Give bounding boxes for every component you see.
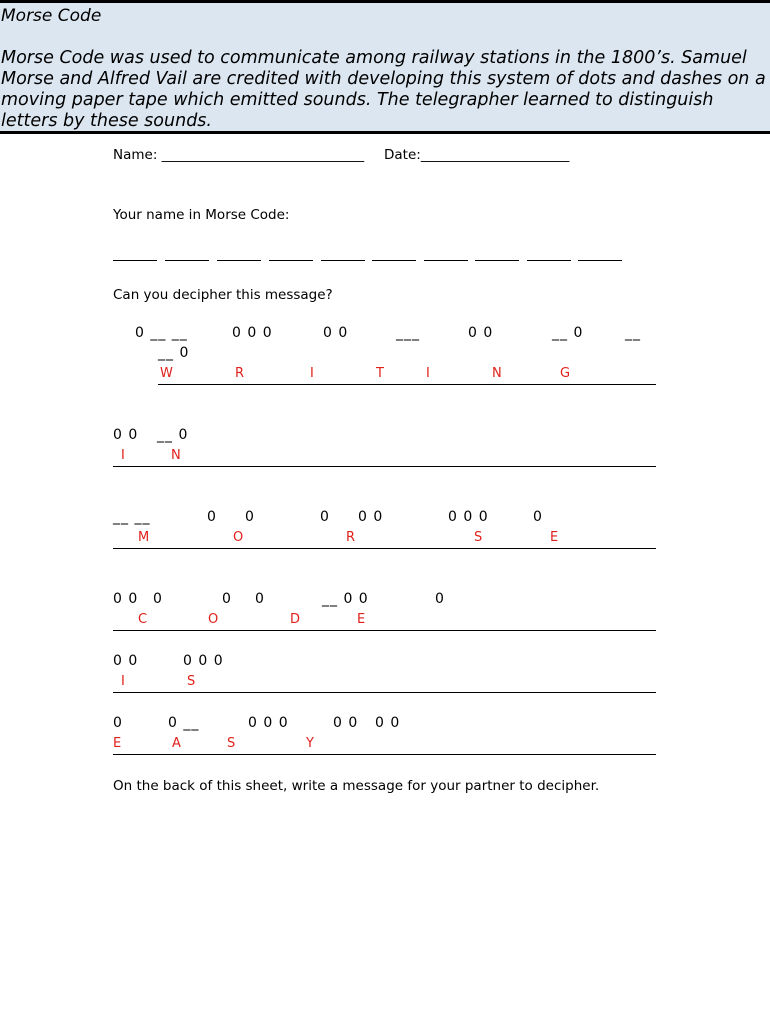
morse-slot[interactable] — [424, 260, 468, 261]
date-field[interactable]: Date:______________________ — [384, 147, 570, 163]
answer-letter: T — [376, 366, 384, 381]
answer-letter: I — [426, 366, 430, 381]
answer-line[interactable] — [113, 630, 656, 631]
header-banner — [0, 0, 770, 134]
morse-code: 0 0 — [468, 325, 494, 341]
answer-letter: R — [346, 530, 356, 545]
answer-letter: A — [172, 736, 181, 751]
morse-code: 0 0 — [333, 715, 359, 731]
morse-code: 0 0 0 — [183, 653, 224, 669]
morse-code: __ — [625, 325, 641, 341]
answer-letter: S — [187, 674, 196, 689]
morse-slot[interactable] — [321, 260, 365, 261]
morse-slot[interactable] — [527, 260, 571, 261]
morse-code: 0 0 — [375, 715, 401, 731]
morse-code: 0 0 — [113, 427, 139, 443]
answer-letter: I — [310, 366, 314, 381]
morse-code: 0 — [533, 509, 543, 525]
answer-line[interactable] — [158, 384, 656, 385]
answer-letter: N — [492, 366, 502, 381]
morse-code: 0 — [153, 591, 163, 607]
answer-letter: S — [474, 530, 483, 545]
morse-code: 0 — [113, 715, 123, 731]
morse-code: 0 0 0 — [448, 509, 489, 525]
answer-letter: I — [121, 448, 125, 463]
answer-letter: E — [113, 736, 122, 751]
answer-letter: N — [171, 448, 181, 463]
answer-letter: M — [138, 530, 150, 545]
morse-code: 0 — [222, 591, 232, 607]
morse-code: 0 — [320, 509, 330, 525]
morse-slot[interactable] — [217, 260, 261, 261]
decipher-prompt: Can you decipher this message? — [113, 287, 333, 303]
answer-letter: O — [208, 612, 219, 627]
answer-letter: D — [290, 612, 301, 627]
answer-letter: G — [560, 366, 571, 381]
morse-code: 0 — [435, 591, 445, 607]
morse-code: __ 0 — [552, 325, 584, 341]
morse-slot[interactable] — [475, 260, 519, 261]
morse-slot[interactable] — [578, 260, 622, 261]
morse-code: 0 __ __ — [135, 325, 188, 341]
morse-code: __ 0 — [158, 345, 190, 361]
answer-letter: W — [160, 366, 173, 381]
page-title: Morse Code — [1, 6, 102, 26]
morse-code: 0 0 0 — [232, 325, 273, 341]
morse-slot[interactable] — [113, 260, 157, 261]
morse-code: 0 — [207, 509, 217, 525]
morse-slot[interactable] — [372, 260, 416, 261]
morse-code: __ 0 — [157, 427, 189, 443]
answer-letter: E — [550, 530, 559, 545]
answer-line[interactable] — [113, 548, 656, 549]
morse-slot[interactable] — [269, 260, 313, 261]
morse-code: 0 0 — [113, 591, 139, 607]
morse-code: ___ — [396, 325, 420, 341]
answer-letter: R — [235, 366, 245, 381]
your-name-prompt: Your name in Morse Code: — [113, 207, 290, 223]
answer-line[interactable] — [113, 466, 656, 467]
answer-line[interactable] — [113, 754, 656, 755]
answer-letter: I — [121, 674, 125, 689]
answer-letter: C — [138, 612, 148, 627]
intro-paragraph: Morse Code was used to communicate among railway stations in the 1800’s. Samuel Morse and Alfred Vail are credited with developing this system of dots and dashes on a moving paper tape which emitted sounds. The telegrapher learned to distinguish letters by these sounds. — [1, 48, 766, 131]
footer-note: On the back of this sheet, write a message for your partner to decipher. — [113, 778, 600, 794]
morse-slot[interactable] — [165, 260, 209, 261]
morse-code: 0 0 0 — [248, 715, 289, 731]
answer-letter: S — [227, 736, 236, 751]
name-field[interactable]: Name: ______________________________ — [113, 147, 365, 163]
answer-letter: O — [233, 530, 244, 545]
answer-letter: E — [357, 612, 366, 627]
morse-code: 0 __ — [168, 715, 200, 731]
morse-code: __ __ — [113, 509, 151, 525]
morse-code: 0 — [245, 509, 255, 525]
morse-code: 0 — [255, 591, 265, 607]
answer-letter: Y — [306, 736, 314, 751]
morse-code: 0 0 — [358, 509, 384, 525]
name-morse-slots[interactable] — [113, 248, 623, 264]
morse-code: __ 0 0 — [322, 591, 369, 607]
answer-line[interactable] — [113, 692, 656, 693]
morse-code: 0 0 — [323, 325, 349, 341]
morse-code: 0 0 — [113, 653, 139, 669]
